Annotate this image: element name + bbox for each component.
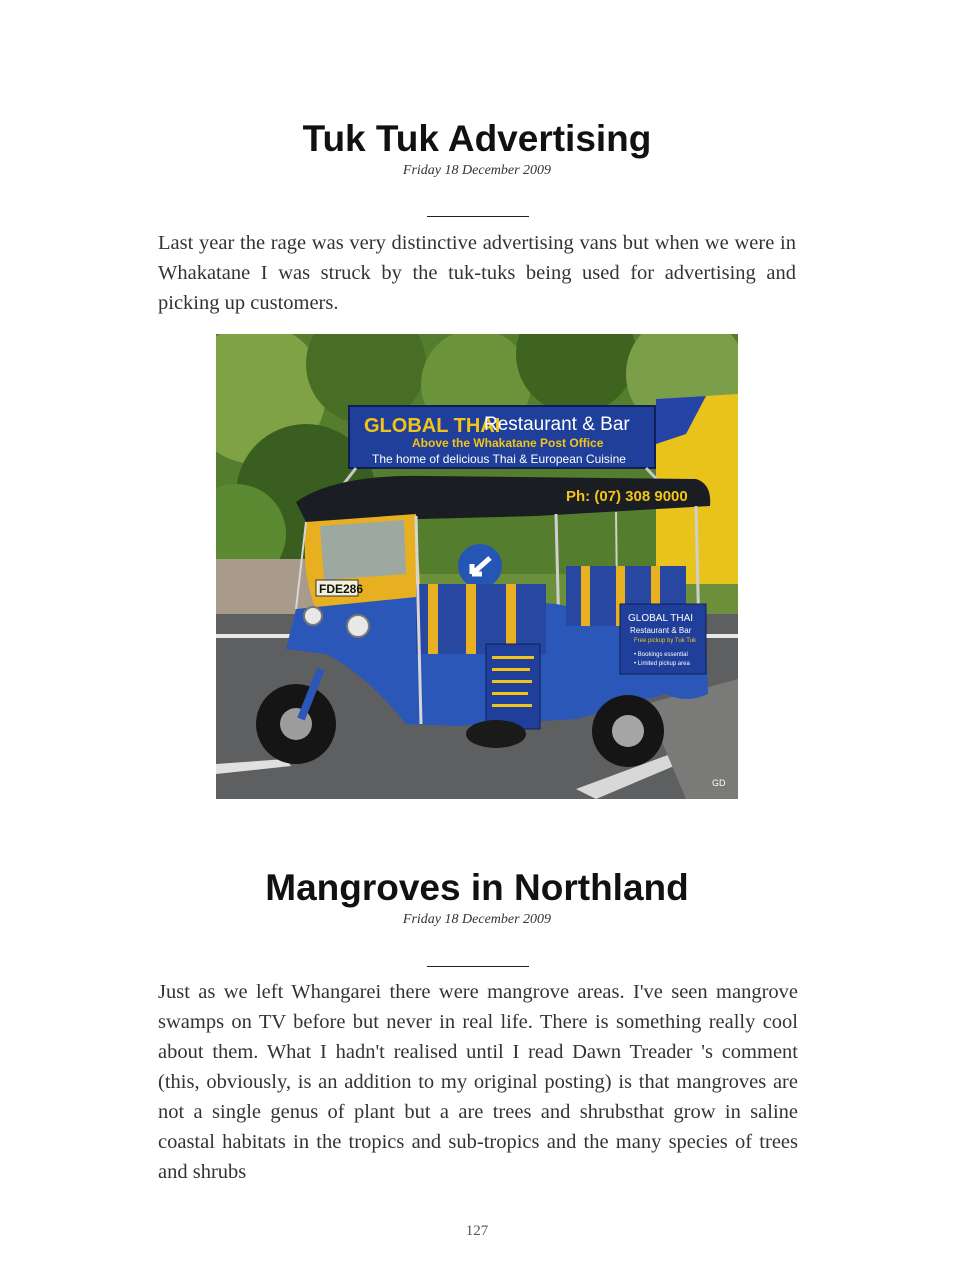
side-bullet-1: • Bookings essential: [634, 652, 688, 658]
side-sign-2: Restaurant & Bar: [630, 626, 692, 635]
article-title: Mangroves in Northland: [265, 867, 689, 908]
title-divider: [427, 216, 529, 217]
sign-line1-a: GLOBAL THAI: [364, 415, 501, 437]
article-body: Just as we left Whangarei there were mangrove areas. I've seen mangrove swamps on TV before but never in real life. There is something really cool about them. What I hadn't realised until I read Dawn Treader 's comment (this, obviously, is an addition to my original posting) is that mangroves are not a single genus of plant but a are trees and shrubsthat grow in saline coastal habitats in the tropics and sub-tropics and the many species of trees and shrubs: [158, 981, 798, 1183]
side-bullet-2: • Limited pickup area: [634, 661, 690, 667]
sign-line3: The home of delicious Thai & European Cuisine: [372, 452, 626, 466]
article-date: Friday 18 December 2009: [402, 163, 552, 178]
sign-line2: Above the Whakatane Post Office: [412, 436, 604, 450]
phone-label: Ph: (07) 308 9000: [566, 488, 688, 505]
side-sign-3: Free pickup by Tuk Tuk: [634, 638, 697, 644]
page-number: 127: [465, 1223, 489, 1239]
tuk-tuk-photo: [216, 334, 738, 799]
plate-label: FDE286: [319, 582, 364, 596]
article-date: Friday 18 December 2009: [402, 912, 552, 927]
title-divider: [427, 966, 529, 967]
article-title: Tuk Tuk Advertising: [302, 118, 652, 159]
sign-line1-b: Restaurant & Bar: [484, 414, 630, 435]
side-sign-1: GLOBAL THAI: [628, 613, 694, 624]
article-body: Last year the rage was very distinctive advertising vans but when we were in Whakatane I was struck by the tuk-tuks being used for advertising and picking up customers.: [158, 232, 796, 314]
photo-watermark: GD: [712, 778, 726, 788]
